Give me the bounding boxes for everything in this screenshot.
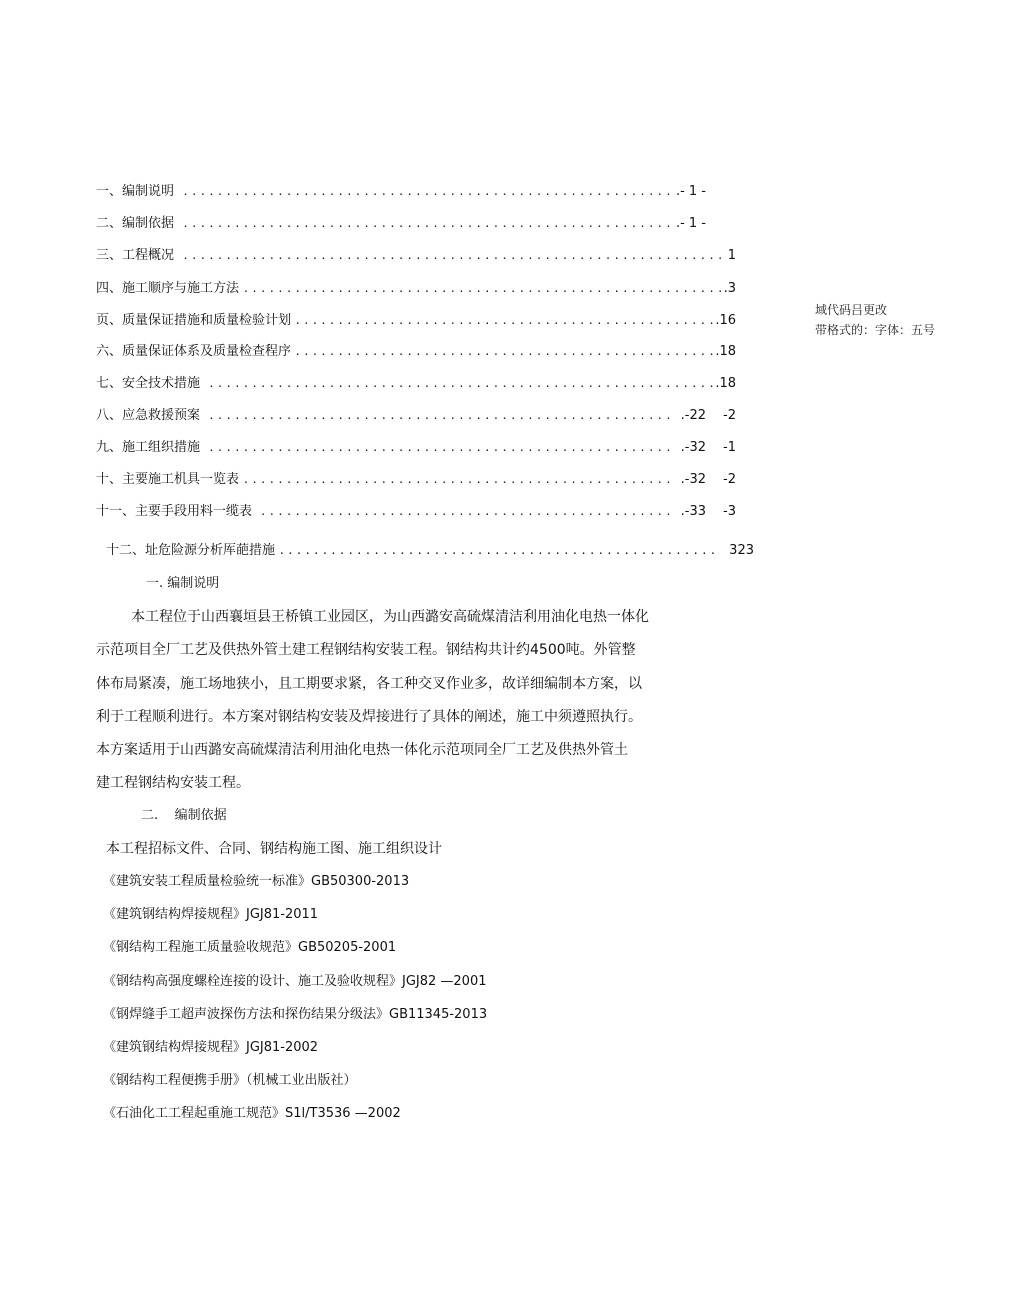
toc-entry-label: 七、安全技术措施 [96,374,204,394]
toc-entry-label: 一、编制说明 [96,182,178,202]
paragraph-line: 本方案适用于山西潞安高硫煤清洁利用油化电热一体化示范项同全厂工艺及供热外管土 [96,742,628,758]
toc-entry[interactable] [96,470,736,490]
toc-entry-page: .-32 [679,438,706,458]
toc-entry-page: .18 [713,374,736,394]
toc-entry-label: 九、施工组织措施 [96,438,204,458]
toc-entry[interactable] [96,246,736,266]
toc-entry-subpage: -2 [723,406,736,426]
toc-entry-page: .18 [713,342,736,362]
toc-entry-label: 十、主要施工机具一览表 [96,470,243,490]
toc-entry-label: 六、质量保证体系及质量检查程序 [96,342,295,362]
paragraph-line: 体布局紧凑，施工场地狭小，且工期要求紧，各工种交叉作业多，故详细编制本方案，以 [96,676,642,692]
toc-entry[interactable] [96,214,736,234]
paragraph-line: 本工程位于山西襄垣县王桥镇工业园区，为山西潞安高硫煤清洁利用油化电热一体化 [131,609,649,625]
reference-item: 《钢结构工程便携手册》（机械工业出版社） [103,1073,357,1088]
section-heading: 一. 编制说明 [146,576,220,591]
toc-entry-label: 二、编制依据 [96,214,178,234]
toc-leader-dots [96,246,722,266]
toc-entry-page: .-33 [679,502,706,522]
toc-entry-page: 323 [725,541,754,561]
toc-entry-page: .- 1 - [674,182,706,202]
toc-entry-label: 十一、主要手段用料一缆表 [96,502,256,522]
paragraph-line: 利于工程顺利进行。本方案对钢结构安装及焊接进行了具体的阐述，施工中须遵照执行。 [96,709,642,725]
toc-entry-page: .-32 [679,470,706,490]
reference-item: 《建筑钢结构焊接规程》JGJ81-2011 [103,907,319,922]
toc-entry[interactable] [96,311,736,331]
reference-item: 《钢结构高强度螺栓连接的设计、施工及验收规程》JGJ82 —2001 [103,974,487,989]
toc-entry[interactable] [96,406,736,426]
toc-entry[interactable] [96,342,736,362]
reference-intro: 本工程招标文件、合同、钢结构施工图、施工组织设计 [106,841,442,857]
revision-comment-line: 域代码吕更改 [815,303,888,317]
toc-leader-dots [96,214,676,234]
toc-entry[interactable] [96,374,736,394]
toc-entry[interactable] [106,541,754,561]
toc-entry-page: .16 [713,311,736,331]
paragraph-line: 建工程钢结构安装工程。 [96,775,250,791]
toc-entry-page: .- 1 - [674,214,706,234]
reference-item: 《钢结构工程施工质量验收规范》GB50205-2001 [103,940,397,955]
toc-entry-label: 页、质量保证措施和质量检验计划 [96,311,295,331]
toc-entry-label: 三、工程概况 [96,246,178,266]
reference-item: 《建筑安装工程质量检验统一标准》GB50300-2013 [103,874,410,889]
toc-entry-page: .-22 [679,406,706,426]
toc-entry-subpage: -2 [723,470,736,490]
toc-leader-dots [96,182,676,202]
toc-entry-label: 四、施工顺序与施工方法 [96,279,243,299]
toc-entry-label: 八、应急救援预案 [96,406,204,426]
toc-entry-subpage: -1 [723,438,736,458]
paragraph-line: 示范项目全厂工艺及供热外管土建工程钢结构安装工程。钢结构共计约4500吨。外管整 [96,642,636,658]
toc-entry-label: 十二、址危险源分析厍葩措施 [106,541,277,561]
toc-entry-subpage: -3 [723,502,736,522]
toc-entry-page: .3 [722,279,736,299]
reference-item: 《建筑钢结构焊接规程》JGJ81-2002 [103,1040,319,1055]
revision-comment [815,300,995,340]
toc-entry[interactable] [96,502,736,522]
section-heading: 二. 编制依据 [141,808,227,823]
toc-entry[interactable] [96,279,736,299]
revision-comment-line: 带格式的：字体：五号 [815,323,936,337]
toc-entry[interactable] [96,182,736,202]
toc-entry-page: 1 [726,246,736,266]
reference-item: 《钢焊缝手工超声波探伤方法和探伤结果分级法》GB11345-2013 [103,1007,488,1022]
reference-item: 《石油化工工程起重施工规范》S1l/T3536 —2002 [103,1106,401,1121]
toc-entry[interactable] [96,438,736,458]
